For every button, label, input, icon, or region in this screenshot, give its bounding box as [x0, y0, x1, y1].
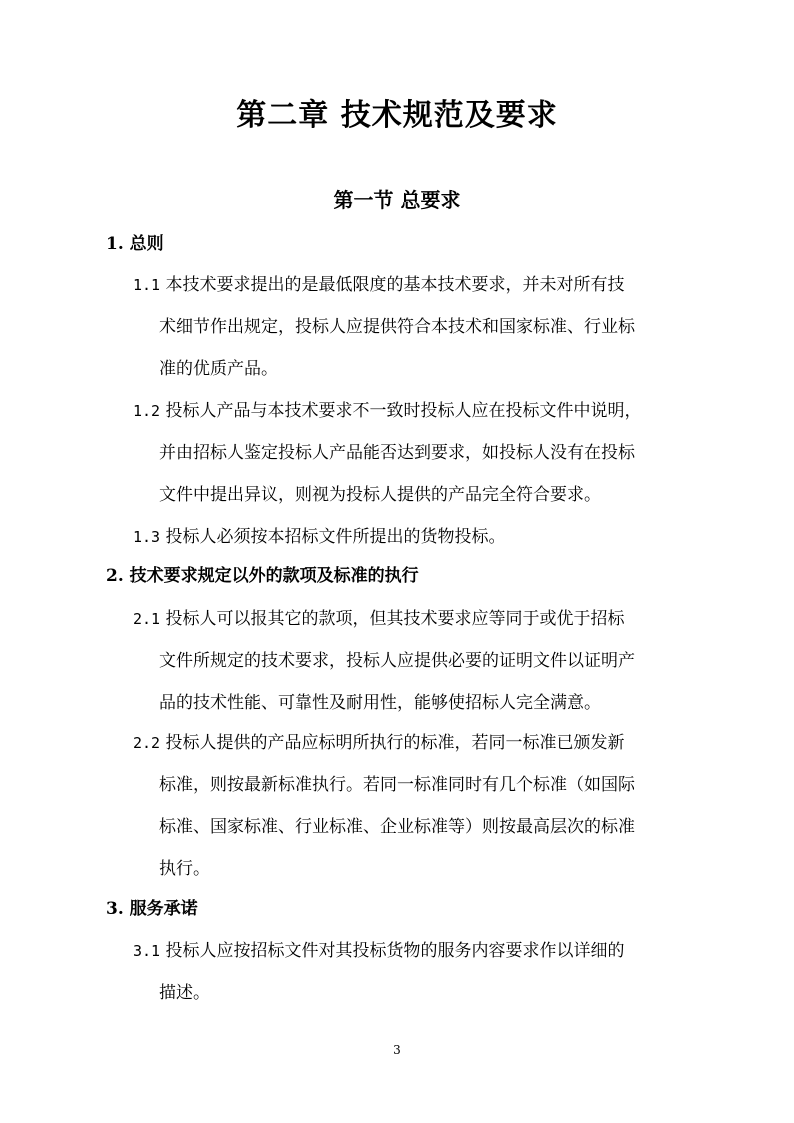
clause-text: 准的优质产品。: [159, 359, 278, 379]
clause-text: 文件中提出异议，则视为投标人提供的产品完全符合要求。: [159, 485, 601, 505]
chapter-title: 第二章 技术规范及要求: [236, 98, 558, 133]
page-number: 3: [393, 1043, 401, 1057]
clause-1-1: [133, 264, 681, 390]
clause-number: 1.3: [133, 528, 161, 546]
clause-text: 投标人应按招标文件对其投标货物的服务内容要求作以详细的: [165, 941, 625, 961]
heading-general: 1. 总则: [106, 234, 164, 254]
clause-text: 文件所规定的技术要求，投标人应提供必要的证明文件以证明产: [159, 651, 635, 671]
clause-text: 执行。: [159, 859, 210, 879]
clause-text: 投标人必须按本招标文件所提出的货物投标。: [165, 527, 506, 547]
clause-text: 本技术要求提出的是最低限度的基本技术要求，并未对所有技: [165, 275, 625, 295]
clause-text: 并由招标人鉴定投标人产品能否达到要求，如投标人没有在投标: [159, 443, 635, 463]
clause-2-2: [133, 722, 681, 890]
clause-number: 1.1: [133, 276, 161, 294]
clause-number: 2.2: [133, 734, 161, 752]
heading-service-commitment: 3. 服务承诺: [106, 899, 198, 919]
section-title: 第一节 总要求: [333, 188, 461, 212]
clause-3-1: [133, 930, 681, 1014]
clause-number: 1.2: [133, 402, 161, 420]
clause-number: 2.1: [133, 610, 161, 628]
clause-1-3: [133, 516, 681, 558]
heading-other-items: 2. 技术要求规定以外的款项及标准的执行: [106, 566, 419, 586]
clause-text: 投标人产品与本技术要求不一致时投标人应在投标文件中说明，: [165, 401, 642, 421]
clause-number: 3.1: [133, 942, 161, 960]
clause-text: 标准，则按最新标准执行。若同一标准同时有几个标准（如国际: [159, 775, 635, 795]
clause-1-2: [133, 390, 681, 516]
clause-text: 投标人提供的产品应标明所执行的标准，若同一标准已颁发新: [165, 733, 625, 753]
clause-text: 术细节作出规定，投标人应提供符合本技术和国家标准、行业标: [159, 317, 635, 337]
clause-text: 投标人可以报其它的款项，但其技术要求应等同于或优于招标: [165, 609, 625, 629]
clause-text: 描述。: [159, 983, 210, 1003]
clause-text: 标准、国家标准、行业标准、企业标准等）则按最高层次的标准: [159, 817, 635, 837]
clause-text: 品的技术性能、可靠性及耐用性，能够使招标人完全满意。: [159, 693, 601, 713]
clause-2-1: [133, 598, 681, 724]
